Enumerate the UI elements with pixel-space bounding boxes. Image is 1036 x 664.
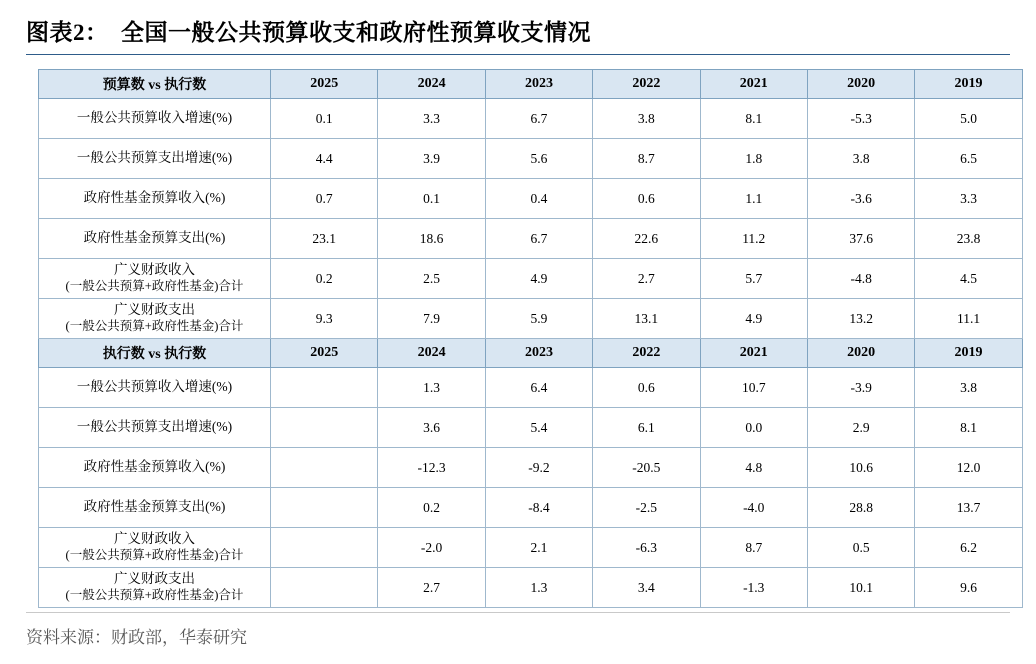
table-cell: 4.9 — [485, 259, 592, 299]
table-cell: 2.7 — [593, 259, 700, 299]
table-cell: 0.1 — [378, 179, 485, 219]
table-cell: 28.8 — [807, 488, 914, 528]
table-cell: -3.9 — [807, 368, 914, 408]
table-row — [39, 448, 1023, 488]
row-label — [39, 568, 271, 608]
table-cell: 5.6 — [485, 139, 592, 179]
title-divider — [26, 54, 1010, 55]
table-cell: -4.8 — [807, 259, 914, 299]
table-cell: 23.1 — [271, 219, 378, 259]
table-cell: 8.7 — [700, 528, 807, 568]
table-cell: 3.4 — [593, 568, 700, 608]
table-cell: -4.0 — [700, 488, 807, 528]
table-cell: -8.4 — [485, 488, 592, 528]
table-cell: 0.5 — [807, 528, 914, 568]
table-cell: 11.2 — [700, 219, 807, 259]
table-cell: 0.1 — [271, 99, 378, 139]
table-row — [39, 488, 1023, 528]
table-cell: 22.6 — [593, 219, 700, 259]
chart-title-text: 全国一般公共预算收支和政府性预算收支情况 — [121, 20, 591, 45]
table-cell: 11.1 — [915, 299, 1022, 339]
header-cell-year: 2019 — [915, 339, 1022, 368]
table-cell: -9.2 — [485, 448, 592, 488]
table-cell: 8.7 — [593, 139, 700, 179]
header-cell-year: 2023 — [485, 70, 592, 99]
table-cell: 3.8 — [807, 139, 914, 179]
table-cell: 10.6 — [807, 448, 914, 488]
table-cell: 18.6 — [378, 219, 485, 259]
table-cell: 5.7 — [700, 259, 807, 299]
row-label: 一般公共预算支出增速(%) — [39, 408, 271, 448]
row-label: 一般公共预算收入增速(%) — [39, 99, 271, 139]
table-cell: -1.3 — [700, 568, 807, 608]
header-cell-label: 预算数 vs 执行数 — [39, 70, 271, 99]
table-cell: 3.3 — [378, 99, 485, 139]
table-cell: 12.0 — [915, 448, 1022, 488]
table-cell: -5.3 — [807, 99, 914, 139]
table-cell: 1.8 — [700, 139, 807, 179]
table-row — [39, 299, 1023, 339]
table-cell: -20.5 — [593, 448, 700, 488]
table-cell: 13.7 — [915, 488, 1022, 528]
table-cell — [271, 568, 378, 608]
row-label-main: 广义财政支出 — [114, 571, 195, 587]
table-cell: -2.5 — [593, 488, 700, 528]
header-cell-year: 2024 — [378, 70, 485, 99]
table-container — [26, 69, 1010, 608]
table-row — [39, 408, 1023, 448]
table-cell: 0.6 — [593, 179, 700, 219]
row-label: 政府性基金预算支出(%) — [39, 488, 271, 528]
source-text: 资料来源：财政部，华泰研究 — [26, 628, 247, 647]
source-divider — [26, 612, 1010, 613]
row-label — [39, 528, 271, 568]
row-label-sub: (一般公共预算+政府性基金)合计 — [65, 588, 244, 603]
table-cell: 2.1 — [485, 528, 592, 568]
header-cell-year: 2023 — [485, 339, 592, 368]
table-cell: 2.9 — [807, 408, 914, 448]
table-header-row-budget — [39, 70, 1023, 99]
table-cell: 5.0 — [915, 99, 1022, 139]
table-cell: 6.7 — [485, 99, 592, 139]
table-cell: 6.5 — [915, 139, 1022, 179]
table-cell: 9.6 — [915, 568, 1022, 608]
table-row — [39, 568, 1023, 608]
table-cell: 3.6 — [378, 408, 485, 448]
table-row — [39, 528, 1023, 568]
table-cell: 7.9 — [378, 299, 485, 339]
table-cell: 10.7 — [700, 368, 807, 408]
header-cell-year: 2021 — [700, 339, 807, 368]
table-cell: 6.1 — [593, 408, 700, 448]
row-label: 政府性基金预算支出(%) — [39, 219, 271, 259]
table-cell — [271, 368, 378, 408]
table-cell: 6.7 — [485, 219, 592, 259]
table-cell: 1.1 — [700, 179, 807, 219]
row-label-sub: (一般公共预算+政府性基金)合计 — [65, 548, 244, 563]
table-cell: 0.6 — [593, 368, 700, 408]
row-label-sub: (一般公共预算+政府性基金)合计 — [65, 319, 244, 334]
table-cell — [271, 408, 378, 448]
table-cell — [271, 528, 378, 568]
header-cell-year: 2020 — [807, 70, 914, 99]
header-cell-year: 2020 — [807, 339, 914, 368]
header-cell-year: 2022 — [593, 70, 700, 99]
row-label — [39, 299, 271, 339]
table-cell: 4.5 — [915, 259, 1022, 299]
table-cell: -12.3 — [378, 448, 485, 488]
table-row — [39, 259, 1023, 299]
table-cell: 0.7 — [271, 179, 378, 219]
table-cell: 1.3 — [485, 568, 592, 608]
header-cell-year: 2022 — [593, 339, 700, 368]
row-label-main: 广义财政支出 — [114, 302, 195, 318]
row-label: 政府性基金预算收入(%) — [39, 448, 271, 488]
page-title — [26, 14, 1010, 47]
table-cell: 2.7 — [378, 568, 485, 608]
row-label: 一般公共预算支出增速(%) — [39, 139, 271, 179]
row-label: 政府性基金预算收入(%) — [39, 179, 271, 219]
row-label-sub: (一般公共预算+政府性基金)合计 — [65, 279, 244, 294]
table-cell: 3.9 — [378, 139, 485, 179]
header-cell-year: 2025 — [271, 339, 378, 368]
table-cell — [271, 488, 378, 528]
table-cell: 4.9 — [700, 299, 807, 339]
table-cell: 2.5 — [378, 259, 485, 299]
table-cell: 0.2 — [271, 259, 378, 299]
table-header-row-actual — [39, 339, 1023, 368]
table-cell: 5.4 — [485, 408, 592, 448]
table-cell: 37.6 — [807, 219, 914, 259]
row-label: 一般公共预算收入增速(%) — [39, 368, 271, 408]
table-cell: 0.2 — [378, 488, 485, 528]
budget-table — [38, 69, 1023, 608]
chart-number-label: 图表2： — [26, 20, 109, 45]
table-cell: -3.6 — [807, 179, 914, 219]
table-cell: 4.4 — [271, 139, 378, 179]
table-cell: 9.3 — [271, 299, 378, 339]
table-cell: -6.3 — [593, 528, 700, 568]
table-row — [39, 179, 1023, 219]
table-cell: 13.1 — [593, 299, 700, 339]
table-cell: 6.2 — [915, 528, 1022, 568]
table-row — [39, 99, 1023, 139]
table-cell: 3.8 — [915, 368, 1022, 408]
row-label-main: 广义财政收入 — [114, 531, 195, 547]
table-cell: 3.8 — [593, 99, 700, 139]
table-row — [39, 219, 1023, 259]
source-block — [26, 612, 1010, 648]
table-row — [39, 139, 1023, 179]
table-cell: 6.4 — [485, 368, 592, 408]
table-cell: 23.8 — [915, 219, 1022, 259]
header-cell-year: 2021 — [700, 70, 807, 99]
row-label — [39, 259, 271, 299]
table-cell: 10.1 — [807, 568, 914, 608]
table-cell: 8.1 — [700, 99, 807, 139]
table-cell — [271, 448, 378, 488]
title-block — [26, 0, 1010, 55]
table-cell: 13.2 — [807, 299, 914, 339]
table-cell: 4.8 — [700, 448, 807, 488]
table-cell: 0.4 — [485, 179, 592, 219]
row-label-main: 广义财政收入 — [114, 262, 195, 278]
table-cell: 5.9 — [485, 299, 592, 339]
table-cell: 3.3 — [915, 179, 1022, 219]
table-cell: -2.0 — [378, 528, 485, 568]
table-cell: 0.0 — [700, 408, 807, 448]
table-cell: 1.3 — [378, 368, 485, 408]
table-cell: 8.1 — [915, 408, 1022, 448]
header-cell-year: 2025 — [271, 70, 378, 99]
header-cell-label: 执行数 vs 执行数 — [39, 339, 271, 368]
header-cell-year: 2024 — [378, 339, 485, 368]
table-row — [39, 368, 1023, 408]
header-cell-year: 2019 — [915, 70, 1022, 99]
